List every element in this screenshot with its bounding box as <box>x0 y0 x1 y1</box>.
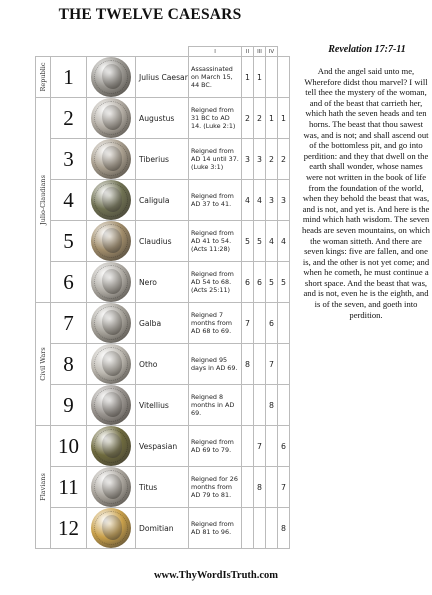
caesars-table <box>35 46 290 549</box>
era-cell <box>36 57 51 98</box>
count-col-2: 1 <box>254 57 266 98</box>
era-cell <box>36 98 51 303</box>
count-col-1: 6 <box>242 262 254 303</box>
coin-portrait <box>102 269 122 294</box>
caesar-row <box>36 98 290 139</box>
count-col-1 <box>242 508 254 549</box>
caesar-number: 2 <box>51 98 87 139</box>
coin-cell <box>87 426 136 467</box>
column-header-1: I <box>189 47 242 57</box>
count-col-3 <box>266 426 278 467</box>
count-col-4: 8 <box>278 508 290 549</box>
coin-cell <box>87 57 136 98</box>
count-col-4: 4 <box>278 221 290 262</box>
coin-cell <box>87 508 136 549</box>
coin-cell <box>87 98 136 139</box>
reign-note: Reigned from AD 37 to 41. <box>189 180 242 221</box>
coin-portrait <box>102 146 122 171</box>
coin-image <box>91 139 131 179</box>
count-col-3 <box>266 467 278 508</box>
caesar-row <box>36 57 290 98</box>
count-col-1: 8 <box>242 344 254 385</box>
count-col-4 <box>278 344 290 385</box>
coin-cell <box>87 262 136 303</box>
coin-portrait <box>102 310 122 335</box>
coin-image <box>91 426 131 466</box>
caesar-number: 10 <box>51 426 87 467</box>
caesar-row <box>36 262 290 303</box>
coin-image <box>91 344 131 384</box>
era-cell <box>36 303 51 426</box>
reign-note: Reigned from AD 54 to 68. (Acts 25:11) <box>189 262 242 303</box>
reign-note: Reigned 8 months in AD 69. <box>189 385 242 426</box>
count-col-4: 2 <box>278 139 290 180</box>
caesar-number: 3 <box>51 139 87 180</box>
caesar-name: Otho <box>136 344 189 385</box>
coin-cell <box>87 180 136 221</box>
count-col-1 <box>242 426 254 467</box>
website-url[interactable]: www.ThyWordIsTruth.com <box>153 570 279 581</box>
reign-note: Reigned from AD 69 to 79. <box>189 426 242 467</box>
column-header-3: III <box>254 47 266 57</box>
era-label: Julio-Claudians <box>39 175 47 225</box>
count-col-3 <box>266 57 278 98</box>
caesar-name: Nero <box>136 262 189 303</box>
count-col-1 <box>242 385 254 426</box>
caesar-name: Caligula <box>136 180 189 221</box>
caesar-name: Galba <box>136 303 189 344</box>
count-col-2: 7 <box>254 426 266 467</box>
count-col-2 <box>254 344 266 385</box>
count-col-4: 3 <box>278 180 290 221</box>
caesar-number: 4 <box>51 180 87 221</box>
coin-cell <box>87 344 136 385</box>
revelation-heading: Revelation 17:7-11 <box>328 44 406 55</box>
caesar-row <box>36 508 290 549</box>
caesar-row <box>36 180 290 221</box>
era-label: Flavians <box>39 473 47 501</box>
coin-image <box>91 385 131 425</box>
count-col-2: 4 <box>254 180 266 221</box>
count-col-3: 7 <box>266 344 278 385</box>
coin-cell <box>87 385 136 426</box>
coin-portrait <box>102 187 122 212</box>
coin-image <box>91 508 131 548</box>
count-col-2 <box>254 385 266 426</box>
count-col-2 <box>254 303 266 344</box>
coin-image <box>91 221 131 261</box>
caesar-number: 1 <box>51 57 87 98</box>
caesar-name: Claudius <box>136 221 189 262</box>
count-col-4: 6 <box>278 426 290 467</box>
coin-portrait <box>102 105 122 130</box>
caesar-number: 6 <box>51 262 87 303</box>
coin-portrait <box>102 433 122 458</box>
coin-image <box>91 98 131 138</box>
count-col-2: 2 <box>254 98 266 139</box>
caesar-number: 5 <box>51 221 87 262</box>
era-label: Republic <box>39 62 47 92</box>
count-col-3: 2 <box>266 139 278 180</box>
coin-image <box>91 262 131 302</box>
count-col-3 <box>266 508 278 549</box>
caesar-number: 8 <box>51 344 87 385</box>
count-col-3: 1 <box>266 98 278 139</box>
reign-note: Reigned from AD 14 until 37. (Luke 3:1) <box>189 139 242 180</box>
reign-note: Reigned 7 months from AD 68 to 69. <box>189 303 242 344</box>
coin-portrait <box>102 228 122 253</box>
column-header-2: II <box>242 47 254 57</box>
count-col-4 <box>278 57 290 98</box>
coin-image <box>91 303 131 343</box>
count-col-2 <box>254 508 266 549</box>
coin-image <box>91 180 131 220</box>
count-col-1: 5 <box>242 221 254 262</box>
column-header-4: IV <box>266 47 278 57</box>
count-col-3: 6 <box>266 303 278 344</box>
revelation-text: And the angel said unto me, Wherefore didst thou marvel? I will tell thee the mystery of the woman, and of the beast that carrieth her, which hath the seven heads and ten horns. The beast that thou sawest was, and is not; and shall ascend out of the bottomless pit, and go into perdition: and they that dwell on the earth shall wonder, whose names were not written in the book of life from the foundation of the world, when they behold the beast that was, and is not, and yet is. And here is the mind which hath wisdom. The seven heads are seven mountains, on which the woman sitteth. And there are seven kings: five are fallen, and one is, and the other is not yet come; and when he cometh, he must continue a short space. And the beast that was, and is not, even he is the eighth, and is of the seven, and goeth into perdition. <box>302 66 430 320</box>
caesar-row <box>36 139 290 180</box>
count-col-3: 4 <box>266 221 278 262</box>
coin-image <box>91 57 131 97</box>
count-col-4: 1 <box>278 98 290 139</box>
caesar-row <box>36 303 290 344</box>
count-col-2: 3 <box>254 139 266 180</box>
caesar-name: Vespasian <box>136 426 189 467</box>
caesar-row <box>36 467 290 508</box>
coin-cell <box>87 139 136 180</box>
count-col-4: 7 <box>278 467 290 508</box>
coin-portrait <box>102 515 122 540</box>
caesar-name: Titus <box>136 467 189 508</box>
caesar-name: Domitian <box>136 508 189 549</box>
caesar-number: 9 <box>51 385 87 426</box>
coin-cell <box>87 221 136 262</box>
count-col-3: 8 <box>266 385 278 426</box>
caesar-row <box>36 385 290 426</box>
caesar-number: 12 <box>51 508 87 549</box>
count-col-1: 3 <box>242 139 254 180</box>
count-col-3: 5 <box>266 262 278 303</box>
count-col-2: 8 <box>254 467 266 508</box>
coin-portrait <box>102 474 122 499</box>
reign-note: Reigned for 26 months from AD 79 to 81. <box>189 467 242 508</box>
count-col-3: 3 <box>266 180 278 221</box>
count-col-1: 2 <box>242 98 254 139</box>
coin-portrait <box>102 351 122 376</box>
count-col-4 <box>278 385 290 426</box>
count-col-4: 5 <box>278 262 290 303</box>
reign-note: Reigned from 31 BC to AD 14. (Luke 2:1) <box>189 98 242 139</box>
caesar-name: Augustus <box>136 98 189 139</box>
count-col-1 <box>242 467 254 508</box>
caesar-row <box>36 426 290 467</box>
count-col-1: 1 <box>242 57 254 98</box>
count-col-4 <box>278 303 290 344</box>
coin-image <box>91 467 131 507</box>
caesar-number: 7 <box>51 303 87 344</box>
count-col-2: 6 <box>254 262 266 303</box>
reign-note: Reigned 95 days in AD 69. <box>189 344 242 385</box>
caesar-number: 11 <box>51 467 87 508</box>
caesar-row <box>36 221 290 262</box>
coin-portrait <box>102 64 122 89</box>
caesar-row <box>36 344 290 385</box>
coin-cell <box>87 467 136 508</box>
count-col-1: 7 <box>242 303 254 344</box>
count-col-1: 4 <box>242 180 254 221</box>
table-header-row <box>36 47 290 57</box>
count-col-2: 5 <box>254 221 266 262</box>
era-cell <box>36 426 51 549</box>
caesar-name: Tiberius <box>136 139 189 180</box>
reign-note: Reigned from AD 81 to 96. <box>189 508 242 549</box>
page-title: THE TWELVE CAESARS <box>58 6 242 23</box>
caesar-name: Vitellius <box>136 385 189 426</box>
coin-cell <box>87 303 136 344</box>
era-label: Civil Wars <box>39 347 47 381</box>
reign-note: Reigned from AD 41 to 54. (Acts 11:28) <box>189 221 242 262</box>
reign-note: Assassinated on March 15, 44 BC. <box>189 57 242 98</box>
caesar-name: Julius Caesar <box>136 57 189 98</box>
coin-portrait <box>102 392 122 417</box>
